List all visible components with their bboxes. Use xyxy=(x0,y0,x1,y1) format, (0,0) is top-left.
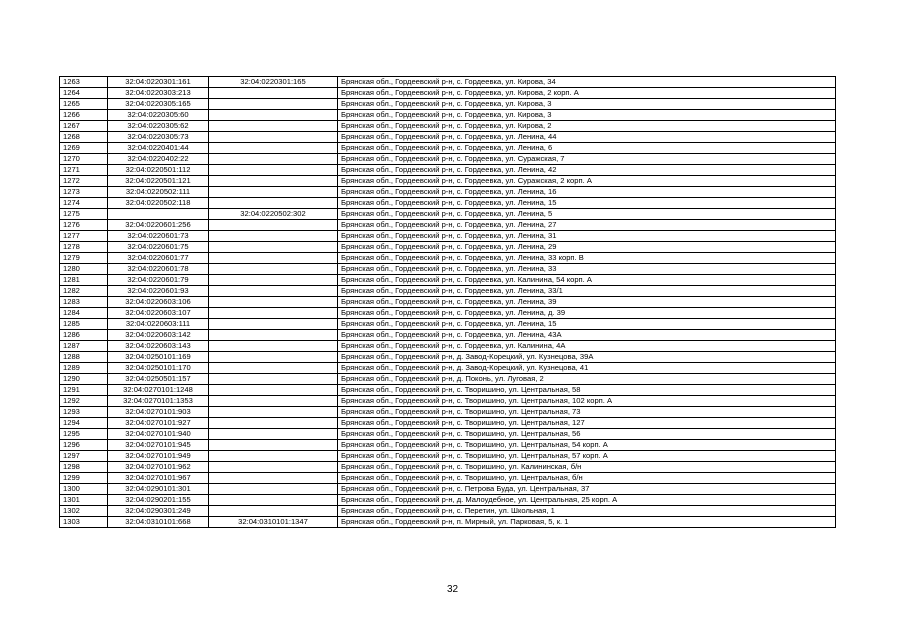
cadastral-number-cell xyxy=(108,209,209,220)
previous-cadastral-number-cell xyxy=(209,440,338,451)
previous-cadastral-number-cell: 32:04:0220502:302 xyxy=(209,209,338,220)
table-row xyxy=(60,253,836,264)
row-number-cell: 1297 xyxy=(60,451,108,462)
row-number-cell: 1301 xyxy=(60,495,108,506)
cadastral-number-cell: 32:04:0250101:169 xyxy=(108,352,209,363)
address-cell: Брянская обл., Гордеевский р-н, с. Гордеевка, ул. Ленина, 27 xyxy=(338,220,836,231)
cadastral-number-cell: 32:04:0220601:75 xyxy=(108,242,209,253)
table-row xyxy=(60,110,836,121)
table-row xyxy=(60,352,836,363)
previous-cadastral-number-cell xyxy=(209,143,338,154)
address-cell: Брянская обл., Гордеевский р-н, с. Творишино, ул. Центральная, 102 корп. А xyxy=(338,396,836,407)
address-cell: Брянская обл., Гордеевский р-н, с. Петрова Буда, ул. Центральная, 37 xyxy=(338,484,836,495)
table-row xyxy=(60,231,836,242)
address-cell: Брянская обл., Гордеевский р-н, с. Гордеевка, ул. Суражская, 2 корп. А xyxy=(338,176,836,187)
address-cell: Брянская обл., Гордеевский р-н, с. Гордеевка, ул. Ленина, 31 xyxy=(338,231,836,242)
row-number-cell: 1275 xyxy=(60,209,108,220)
table-row xyxy=(60,506,836,517)
cadastral-number-cell: 32:04:0270101:967 xyxy=(108,473,209,484)
address-cell: Брянская обл., Гордеевский р-н, с. Гордеевка, ул. Ленина, 16 xyxy=(338,187,836,198)
cadastral-number-cell: 32:04:0270101:927 xyxy=(108,418,209,429)
cadastral-number-cell: 32:04:0220603:143 xyxy=(108,341,209,352)
table-row xyxy=(60,308,836,319)
previous-cadastral-number-cell xyxy=(209,231,338,242)
cadastral-number-cell: 32:04:0220601:73 xyxy=(108,231,209,242)
cadastral-number-cell: 32:04:0250501:157 xyxy=(108,374,209,385)
table-row xyxy=(60,495,836,506)
table-row xyxy=(60,176,836,187)
address-cell: Брянская обл., Гордеевский р-н, с. Творишино, ул. Калининская, б/н xyxy=(338,462,836,473)
row-number-cell: 1269 xyxy=(60,143,108,154)
row-number-cell: 1283 xyxy=(60,297,108,308)
row-number-cell: 1298 xyxy=(60,462,108,473)
address-cell: Брянская обл., Гордеевский р-н, с. Гордеевка, ул. Ленина, 33 корп. В xyxy=(338,253,836,264)
table-row xyxy=(60,264,836,275)
cadastral-number-cell: 32:04:0270101:903 xyxy=(108,407,209,418)
address-cell: Брянская обл., Гордеевский р-н, с. Гордеевка, ул. Кирова, 2 корп. А xyxy=(338,88,836,99)
cadastral-number-cell: 32:04:0290101:301 xyxy=(108,484,209,495)
address-cell: Брянская обл., Гордеевский р-н, с. Творишино, ул. Центральная, 57 корп. А xyxy=(338,451,836,462)
row-number-cell: 1279 xyxy=(60,253,108,264)
row-number-cell: 1272 xyxy=(60,176,108,187)
row-number-cell: 1303 xyxy=(60,517,108,528)
address-cell: Брянская обл., Гордеевский р-н, с. Гордеевка, ул. Ленина, 42 xyxy=(338,165,836,176)
table-row xyxy=(60,341,836,352)
table-row xyxy=(60,297,836,308)
row-number-cell: 1302 xyxy=(60,506,108,517)
row-number-cell: 1267 xyxy=(60,121,108,132)
address-cell: Брянская обл., Гордеевский р-н, с. Гордеевка, ул. Кирова, 3 xyxy=(338,99,836,110)
previous-cadastral-number-cell: 32:04:0310101:1347 xyxy=(209,517,338,528)
table-row xyxy=(60,77,836,88)
cadastral-number-cell: 32:04:0220305:73 xyxy=(108,132,209,143)
previous-cadastral-number-cell xyxy=(209,341,338,352)
table-row xyxy=(60,407,836,418)
row-number-cell: 1291 xyxy=(60,385,108,396)
page-number: 32 xyxy=(446,584,459,595)
previous-cadastral-number-cell xyxy=(209,297,338,308)
address-cell: Брянская обл., Гордеевский р-н, с. Перетин, ул. Школьная, 1 xyxy=(338,506,836,517)
cadastral-number-cell: 32:04:0220402:22 xyxy=(108,154,209,165)
row-number-cell: 1264 xyxy=(60,88,108,99)
address-cell: Брянская обл., Гордеевский р-н, с. Гордеевка, ул. Ленина, 15 xyxy=(338,198,836,209)
previous-cadastral-number-cell xyxy=(209,308,338,319)
previous-cadastral-number-cell xyxy=(209,187,338,198)
table-row xyxy=(60,242,836,253)
cadastral-number-cell: 32:04:0220502:118 xyxy=(108,198,209,209)
cadastral-number-cell: 32:04:0310101:668 xyxy=(108,517,209,528)
address-cell: Брянская обл., Гордеевский р-н, с. Творишино, ул. Центральная, 56 xyxy=(338,429,836,440)
row-number-cell: 1296 xyxy=(60,440,108,451)
previous-cadastral-number-cell xyxy=(209,484,338,495)
row-number-cell: 1284 xyxy=(60,308,108,319)
address-cell: Брянская обл., Гордеевский р-н, с. Творишино, ул. Центральная, 58 xyxy=(338,385,836,396)
address-cell: Брянская обл., Гордеевский р-н, с. Гордеевка, ул. Ленина, 43А xyxy=(338,330,836,341)
cadastral-number-cell: 32:04:0220305:165 xyxy=(108,99,209,110)
address-cell: Брянская обл., Гордеевский р-н, с. Гордеевка, ул. Ленина, 44 xyxy=(338,132,836,143)
table-row xyxy=(60,99,836,110)
table-row xyxy=(60,484,836,495)
row-number-cell: 1265 xyxy=(60,99,108,110)
row-number-cell: 1270 xyxy=(60,154,108,165)
address-cell: Брянская обл., Гордеевский р-н, с. Гордеевка, ул. Ленина, 33/1 xyxy=(338,286,836,297)
row-number-cell: 1295 xyxy=(60,429,108,440)
row-number-cell: 1286 xyxy=(60,330,108,341)
cadastral-number-cell: 32:04:0220401:44 xyxy=(108,143,209,154)
table-row xyxy=(60,121,836,132)
cadastral-number-cell: 32:04:0220501:112 xyxy=(108,165,209,176)
row-number-cell: 1276 xyxy=(60,220,108,231)
cadastral-number-cell: 32:04:0220303:213 xyxy=(108,88,209,99)
address-cell: Брянская обл., Гордеевский р-н, п. Мирный, ул. Парковая, 5, к. 1 xyxy=(338,517,836,528)
cadastral-number-cell: 32:04:0290301:249 xyxy=(108,506,209,517)
table-body xyxy=(60,77,836,528)
address-cell: Брянская обл., Гордеевский р-н, д. Поконь, ул. Луговая, 2 xyxy=(338,374,836,385)
address-cell: Брянская обл., Гордеевский р-н, с. Гордеевка, ул. Кирова, 34 xyxy=(338,77,836,88)
address-cell: Брянская обл., Гордеевский р-н, д. Малоудебное, ул. Центральная, 25 корп. А xyxy=(338,495,836,506)
cadastral-number-cell: 32:04:0220601:77 xyxy=(108,253,209,264)
address-cell: Брянская обл., Гордеевский р-н, с. Гордеевка, ул. Кирова, 3 xyxy=(338,110,836,121)
table-row xyxy=(60,154,836,165)
row-number-cell: 1280 xyxy=(60,264,108,275)
row-number-cell: 1292 xyxy=(60,396,108,407)
previous-cadastral-number-cell xyxy=(209,220,338,231)
previous-cadastral-number-cell xyxy=(209,286,338,297)
address-cell: Брянская обл., Гордеевский р-н, с. Гордеевка, ул. Ленина, 29 xyxy=(338,242,836,253)
cadastral-number-cell: 32:04:0220601:256 xyxy=(108,220,209,231)
address-cell: Брянская обл., Гордеевский р-н, с. Гордеевка, ул. Ленина, 6 xyxy=(338,143,836,154)
table-row xyxy=(60,330,836,341)
previous-cadastral-number-cell xyxy=(209,407,338,418)
address-cell: Брянская обл., Гордеевский р-н, с. Гордеевка, ул. Калинина, 4А xyxy=(338,341,836,352)
previous-cadastral-number-cell xyxy=(209,462,338,473)
previous-cadastral-number-cell xyxy=(209,451,338,462)
row-number-cell: 1263 xyxy=(60,77,108,88)
previous-cadastral-number-cell xyxy=(209,275,338,286)
previous-cadastral-number-cell xyxy=(209,385,338,396)
row-number-cell: 1277 xyxy=(60,231,108,242)
address-cell: Брянская обл., Гордеевский р-н, с. Гордеевка, ул. Калинина, 54 корп. А xyxy=(338,275,836,286)
cadastral-number-cell: 32:04:0220601:93 xyxy=(108,286,209,297)
address-cell: Брянская обл., Гордеевский р-н, с. Гордеевка, ул. Ленина, 5 xyxy=(338,209,836,220)
table-row xyxy=(60,517,836,528)
row-number-cell: 1299 xyxy=(60,473,108,484)
table-row xyxy=(60,209,836,220)
cadastral-number-cell: 32:04:0220603:142 xyxy=(108,330,209,341)
previous-cadastral-number-cell xyxy=(209,429,338,440)
table-row xyxy=(60,275,836,286)
row-number-cell: 1278 xyxy=(60,242,108,253)
table-row xyxy=(60,418,836,429)
address-cell: Брянская обл., Гордеевский р-н, д. Завод-Корецкий, ул. Кузнецова, 41 xyxy=(338,363,836,374)
previous-cadastral-number-cell xyxy=(209,396,338,407)
table-row xyxy=(60,451,836,462)
previous-cadastral-number-cell xyxy=(209,242,338,253)
cadastral-number-cell: 32:04:0270101:945 xyxy=(108,440,209,451)
previous-cadastral-number-cell xyxy=(209,495,338,506)
address-cell: Брянская обл., Гордеевский р-н, с. Гордеевка, ул. Кирова, 2 xyxy=(338,121,836,132)
table-row xyxy=(60,132,836,143)
address-cell: Брянская обл., Гордеевский р-н, с. Гордеевка, ул. Ленина, 39 xyxy=(338,297,836,308)
cadastral-number-cell: 32:04:0220501:121 xyxy=(108,176,209,187)
row-number-cell: 1293 xyxy=(60,407,108,418)
row-number-cell: 1300 xyxy=(60,484,108,495)
row-number-cell: 1282 xyxy=(60,286,108,297)
table-row xyxy=(60,319,836,330)
address-cell: Брянская обл., Гордеевский р-н, с. Творишино, ул. Центральная, 73 xyxy=(338,407,836,418)
row-number-cell: 1289 xyxy=(60,363,108,374)
cadastral-number-cell: 32:04:0220603:111 xyxy=(108,319,209,330)
cadastral-number-cell: 32:04:0290201:155 xyxy=(108,495,209,506)
row-number-cell: 1288 xyxy=(60,352,108,363)
table-row xyxy=(60,220,836,231)
address-cell: Брянская обл., Гордеевский р-н, с. Гордеевка, ул. Суражская, 7 xyxy=(338,154,836,165)
table-row xyxy=(60,363,836,374)
previous-cadastral-number-cell xyxy=(209,154,338,165)
previous-cadastral-number-cell xyxy=(209,253,338,264)
table-row xyxy=(60,396,836,407)
row-number-cell: 1281 xyxy=(60,275,108,286)
row-number-cell: 1271 xyxy=(60,165,108,176)
cadastral-number-cell: 32:04:0220502:111 xyxy=(108,187,209,198)
address-cell: Брянская обл., Гордеевский р-н, с. Творишино, ул. Центральная, 127 xyxy=(338,418,836,429)
table-row xyxy=(60,385,836,396)
cadastral-number-cell: 32:04:0270101:962 xyxy=(108,462,209,473)
previous-cadastral-number-cell xyxy=(209,264,338,275)
row-number-cell: 1285 xyxy=(60,319,108,330)
table-row xyxy=(60,88,836,99)
previous-cadastral-number-cell xyxy=(209,374,338,385)
previous-cadastral-number-cell xyxy=(209,110,338,121)
row-number-cell: 1268 xyxy=(60,132,108,143)
table-row xyxy=(60,198,836,209)
previous-cadastral-number-cell xyxy=(209,88,338,99)
cadastral-number-cell: 32:04:0220305:60 xyxy=(108,110,209,121)
table-row xyxy=(60,429,836,440)
previous-cadastral-number-cell xyxy=(209,176,338,187)
cadastral-number-cell: 32:04:0220305:62 xyxy=(108,121,209,132)
address-cell: Брянская обл., Гордеевский р-н, с. Творишино, ул. Центральная, 54 корп. А xyxy=(338,440,836,451)
cadastral-number-cell: 32:04:0270101:1353 xyxy=(108,396,209,407)
address-cell: Брянская обл., Гордеевский р-н, с. Гордеевка, ул. Ленина, 33 xyxy=(338,264,836,275)
table-row xyxy=(60,473,836,484)
row-number-cell: 1290 xyxy=(60,374,108,385)
previous-cadastral-number-cell xyxy=(209,165,338,176)
row-number-cell: 1274 xyxy=(60,198,108,209)
row-number-cell: 1287 xyxy=(60,341,108,352)
address-cell: Брянская обл., Гордеевский р-н, с. Гордеевка, ул. Ленина, д. 39 xyxy=(338,308,836,319)
previous-cadastral-number-cell: 32:04:0220301:165 xyxy=(209,77,338,88)
row-number-cell: 1294 xyxy=(60,418,108,429)
cadastral-number-cell: 32:04:0220601:78 xyxy=(108,264,209,275)
previous-cadastral-number-cell xyxy=(209,418,338,429)
cadastral-number-cell: 32:04:0220603:106 xyxy=(108,297,209,308)
table-row xyxy=(60,462,836,473)
row-number-cell: 1266 xyxy=(60,110,108,121)
previous-cadastral-number-cell xyxy=(209,319,338,330)
previous-cadastral-number-cell xyxy=(209,506,338,517)
cadastral-number-cell: 32:04:0250101:170 xyxy=(108,363,209,374)
previous-cadastral-number-cell xyxy=(209,132,338,143)
row-number-cell: 1273 xyxy=(60,187,108,198)
cadastral-number-cell: 32:04:0270101:949 xyxy=(108,451,209,462)
table-row xyxy=(60,374,836,385)
previous-cadastral-number-cell xyxy=(209,121,338,132)
cadastral-number-cell: 32:04:0220301:161 xyxy=(108,77,209,88)
cadastral-number-cell: 32:04:0220601:79 xyxy=(108,275,209,286)
previous-cadastral-number-cell xyxy=(209,99,338,110)
table-row xyxy=(60,440,836,451)
table-row xyxy=(60,187,836,198)
address-cell: Брянская обл., Гордеевский р-н, д. Завод-Корецкий, ул. Кузнецова, 39А xyxy=(338,352,836,363)
property-registry-table xyxy=(59,76,836,528)
address-cell: Брянская обл., Гордеевский р-н, с. Творишино, ул. Центральная, б/н xyxy=(338,473,836,484)
previous-cadastral-number-cell xyxy=(209,330,338,341)
table-row xyxy=(60,286,836,297)
address-cell: Брянская обл., Гордеевский р-н, с. Гордеевка, ул. Ленина, 15 xyxy=(338,319,836,330)
previous-cadastral-number-cell xyxy=(209,473,338,484)
cadastral-number-cell: 32:04:0270101:1248 xyxy=(108,385,209,396)
cadastral-number-cell: 32:04:0220603:107 xyxy=(108,308,209,319)
table-row xyxy=(60,143,836,154)
previous-cadastral-number-cell xyxy=(209,363,338,374)
table-row xyxy=(60,165,836,176)
cadastral-number-cell: 32:04:0270101:940 xyxy=(108,429,209,440)
previous-cadastral-number-cell xyxy=(209,352,338,363)
previous-cadastral-number-cell xyxy=(209,198,338,209)
